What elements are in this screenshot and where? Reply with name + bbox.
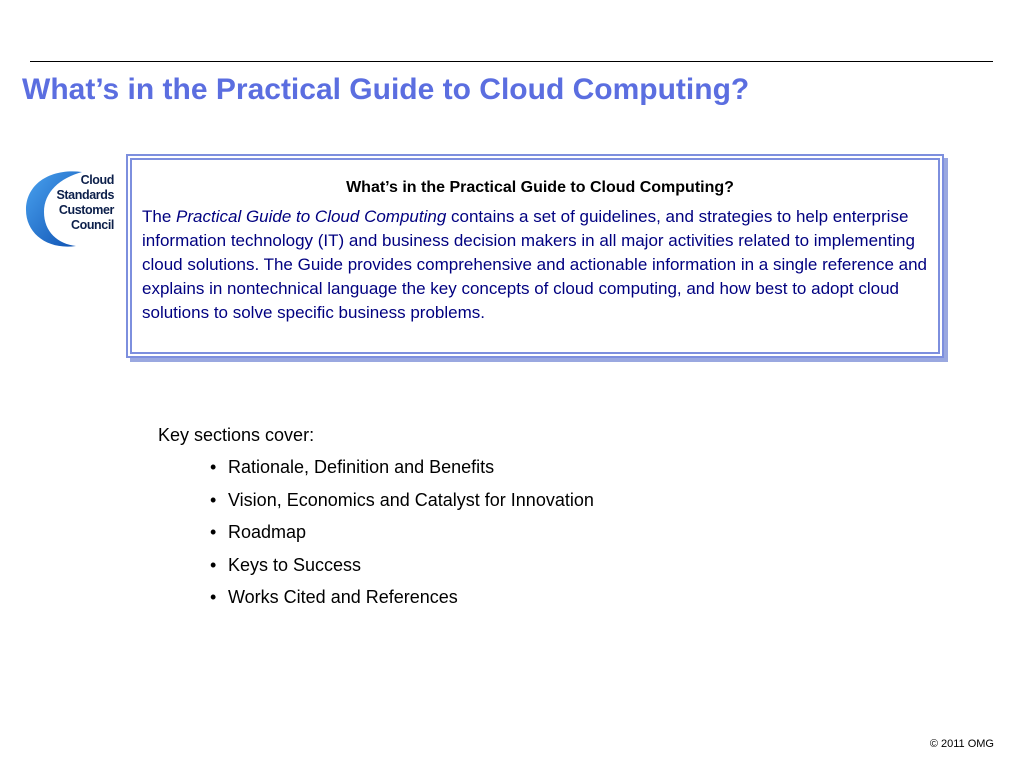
list-item: [210, 553, 594, 586]
logo-line: Cloud: [80, 173, 114, 187]
logo-line: Council: [70, 218, 114, 232]
info-box: [126, 154, 944, 358]
bullet-icon: •: [210, 457, 217, 477]
body-prefix: The: [142, 207, 177, 226]
list-item: [210, 455, 594, 488]
bullet-icon: •: [210, 587, 217, 607]
slide-title: What’s in the Practical Guide to Cloud Computing?: [22, 73, 750, 106]
logo-line: Standards: [56, 188, 114, 202]
bullet-icon: •: [210, 522, 217, 542]
list-item-label: Works Cited and References: [228, 587, 458, 607]
list-item-label: Rationale, Definition and Benefits: [228, 457, 495, 477]
top-divider: [30, 61, 993, 62]
key-sections-list: [210, 455, 594, 618]
list-item: [210, 585, 594, 618]
list-item: [210, 488, 594, 521]
cloud-standards-customer-council-logo: [20, 166, 120, 252]
list-item-label: Keys to Success: [228, 554, 362, 575]
bullet-icon: •: [210, 554, 217, 575]
key-sections-intro: Key sections cover:: [158, 425, 315, 445]
list-item-label: Vision, Economics and Catalyst for Innovation: [228, 489, 594, 510]
info-box-heading: What’s in the Practical Guide to Cloud Computing?: [346, 179, 734, 196]
logo-line: Customer: [58, 203, 114, 217]
body-text: contains a set of guidelines, and strategies to help enterprise information technology (IT) and business decision makers in all major activities related to implementing cloud solutions. The Guide provides comprehensive and actionable information in a single reference and explains in nontechnical language the key concepts of cloud computing, and how best to adopt cloud solutions to solve specific business problems.: [142, 207, 927, 322]
info-box-body: [142, 205, 942, 325]
logo-wordmark: [44, 173, 114, 233]
guide-title-italic: Practical Guide to Cloud Computing: [176, 207, 447, 226]
copyright-footer: © 2011 OMG: [929, 738, 994, 750]
bullet-icon: •: [210, 489, 217, 510]
list-item: [210, 520, 594, 553]
list-item-label: Roadmap: [228, 522, 307, 542]
